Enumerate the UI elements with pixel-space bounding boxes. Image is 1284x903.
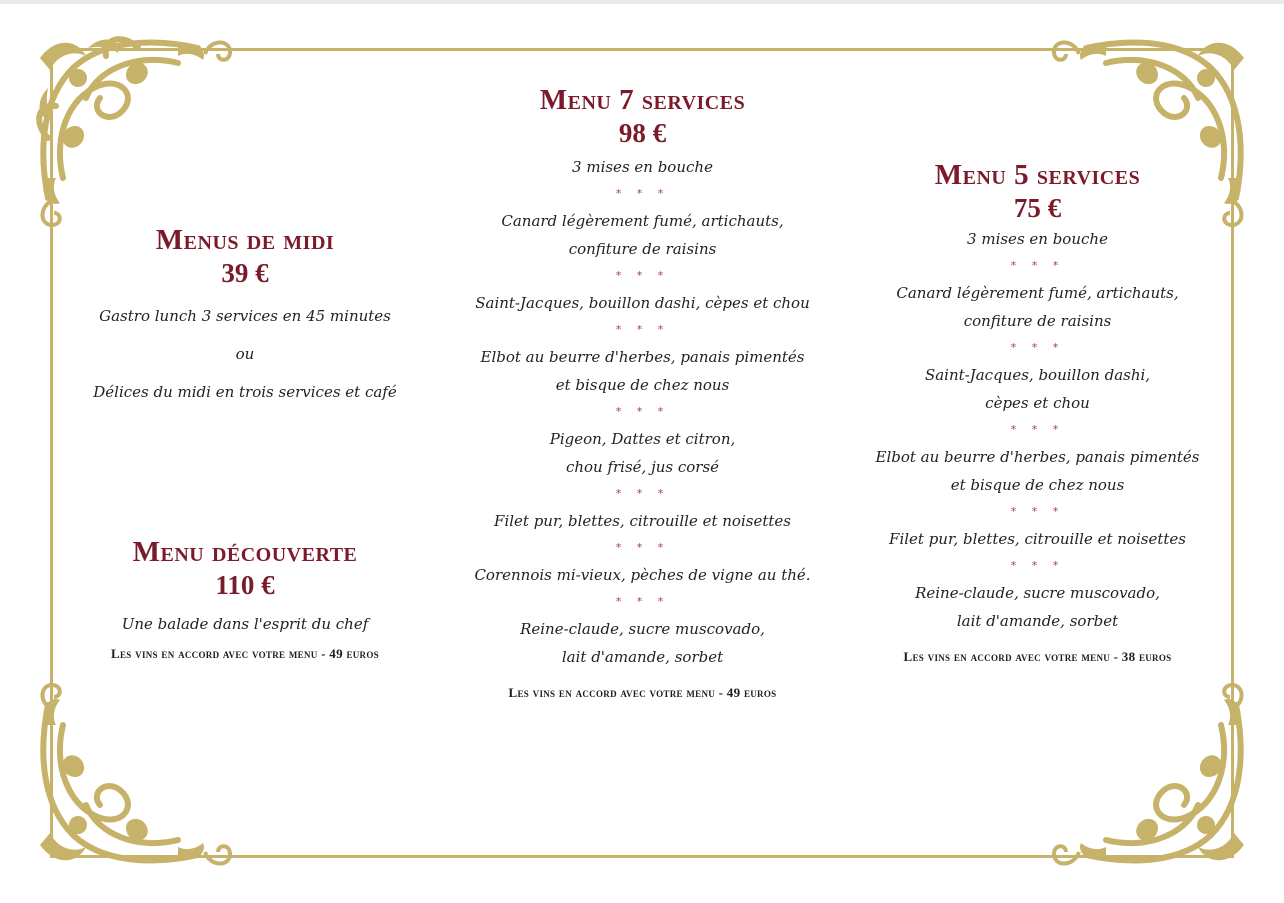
course-line: Saint-Jacques, bouillon dashi, cèpes et chou — [475, 294, 810, 312]
course-line: Elbot au beurre d'herbes, panais pimentés — [480, 348, 805, 366]
scroll-ornament-icon — [1044, 34, 1084, 74]
page-top-edge — [0, 0, 1284, 4]
course-separator: * * * — [1010, 559, 1065, 572]
menu-decouverte-title: Menu découverte — [132, 536, 358, 568]
menu-7-section — [440, 84, 845, 701]
course-line: confiture de raisins — [568, 240, 717, 258]
scroll-ornament-icon — [200, 34, 240, 74]
wine-pairing-note: Les vins en accord avec votre menu - 49 euros — [508, 685, 777, 700]
menu-decouverte-description: Une balade dans l'esprit du chef — [121, 615, 369, 633]
course-line: Filet pur, blettes, citrouille et noisettes — [494, 512, 791, 530]
course-line: cèpes et chou — [985, 394, 1090, 412]
menu-midi-title: Menus de midi — [155, 224, 335, 256]
course-separator: * * * — [615, 595, 670, 608]
menu-7-title: Menu 7 services — [539, 84, 746, 116]
course-separator: * * * — [615, 405, 670, 418]
course-line: et bisque de chez nous — [950, 476, 1125, 494]
scroll-ornament-icon — [200, 832, 240, 872]
course-separator: * * * — [1010, 259, 1065, 272]
menu-5-price: 75 € — [1013, 193, 1062, 223]
course-separator: * * * — [615, 541, 670, 554]
course-line: 3 mises en bouche — [967, 230, 1108, 248]
menu-midi-price: 39 € — [221, 258, 269, 288]
scroll-ornament-icon — [1210, 195, 1250, 235]
course-line: et bisque de chez nous — [555, 376, 730, 394]
wine-pairing-note: Les vins en accord avec votre menu - 38 euros — [903, 649, 1172, 664]
corner-ornament-icon — [28, 28, 218, 218]
menu-decouverte-price: 110 € — [215, 570, 275, 600]
scroll-ornament-icon — [34, 195, 74, 235]
wine-pairing-note: Les vins en accord avec votre menu - 49 euros — [111, 646, 379, 661]
course-line: Filet pur, blettes, citrouille et noisettes — [889, 530, 1186, 548]
course-line: Canard légèrement fumé, artichauts, — [501, 212, 784, 230]
course-line: Reine-claude, sucre muscovado, — [520, 620, 765, 638]
course-separator: * * * — [1010, 341, 1065, 354]
course-line: Elbot au beurre d'herbes, panais pimentés — [875, 448, 1200, 466]
menu-midi-line: Délices du midi en trois services et café — [93, 383, 397, 401]
course-line: 3 mises en bouche — [572, 158, 713, 176]
course-line: Pigeon, Dattes et citron, — [549, 430, 736, 448]
course-line: Canard légèrement fumé, artichauts, — [896, 284, 1179, 302]
course-line: Reine-claude, sucre muscovado, — [915, 584, 1160, 602]
scroll-ornament-icon — [1210, 675, 1250, 715]
course-separator: * * * — [615, 187, 670, 200]
course-separator: * * * — [615, 269, 670, 282]
menu-5-courses — [860, 225, 1215, 635]
menu-5-title: Menu 5 services — [934, 159, 1141, 191]
course-line: confiture de raisins — [963, 312, 1112, 330]
menu-7-courses — [440, 153, 845, 671]
menu-decouverte-section — [70, 536, 420, 662]
menu-5-section — [860, 159, 1215, 665]
course-line: Corennois mi-vieux, pèches de vigne au thé. — [474, 566, 811, 584]
course-line: lait d'amande, sorbet — [561, 648, 724, 666]
menu-7-price: 98 € — [618, 118, 667, 148]
scroll-ornament-icon — [34, 675, 74, 715]
course-line: chou frisé, jus corsé — [565, 458, 720, 476]
course-line: lait d'amande, sorbet — [956, 612, 1119, 630]
menu-midi-line: Gastro lunch 3 services en 45 minutes — [99, 307, 391, 325]
menu-midi-or: ou — [235, 345, 255, 363]
course-line: Saint-Jacques, bouillon dashi, — [924, 366, 1151, 384]
course-separator: * * * — [615, 487, 670, 500]
course-separator: * * * — [1010, 423, 1065, 436]
scroll-ornament-icon — [1044, 832, 1084, 872]
course-separator: * * * — [1010, 505, 1065, 518]
course-separator: * * * — [615, 323, 670, 336]
menu-midi-section — [70, 224, 420, 406]
